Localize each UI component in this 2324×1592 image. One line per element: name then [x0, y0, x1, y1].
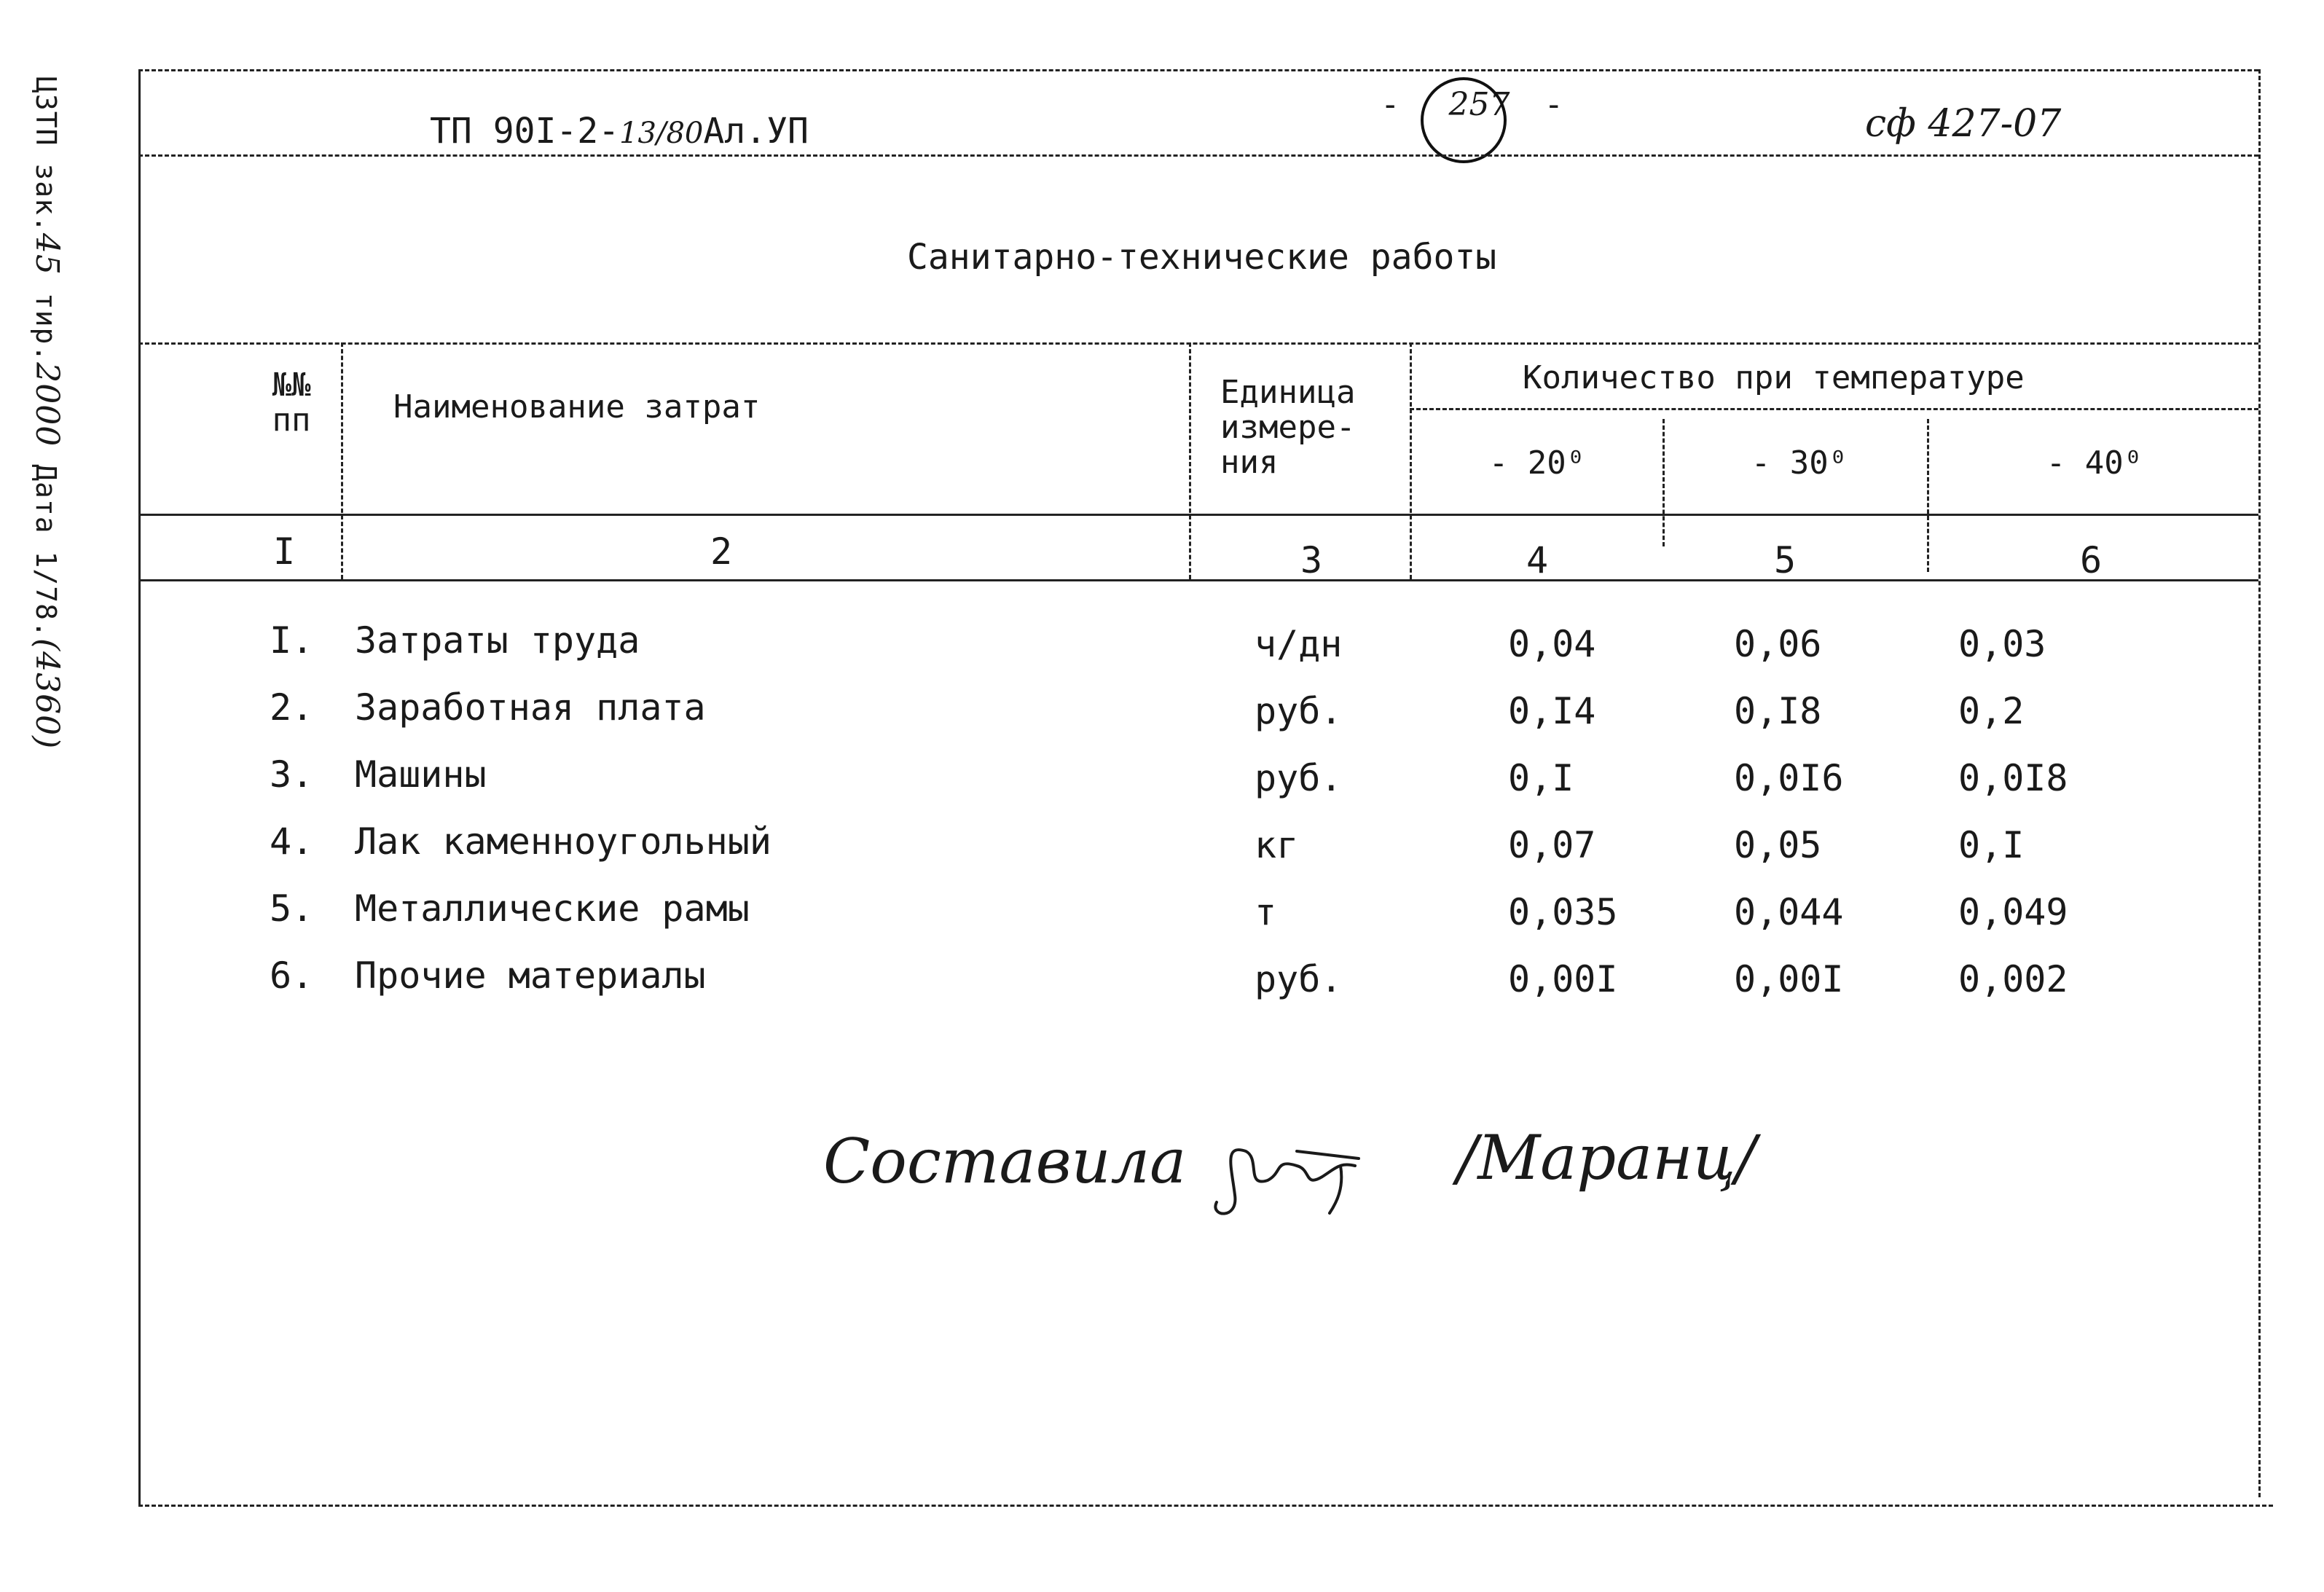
row-value-20: 0,I4: [1508, 690, 1596, 732]
header-temp-40: - 40⁰: [2046, 444, 2143, 482]
signatory-name: /Маранц/: [1457, 1122, 1756, 1193]
header-unit: Единица измере- ния: [1220, 374, 1356, 481]
row-value-20: 0,04: [1508, 623, 1596, 665]
row-unit: руб.: [1255, 958, 1343, 1000]
row-name: Машины: [355, 753, 487, 796]
row-value-40: 0,049: [1958, 891, 2068, 933]
page-number: - 257 -: [1381, 86, 1563, 123]
section-title: Санитарно-технические работы: [907, 237, 1497, 278]
row-number: 3.: [270, 753, 314, 796]
column-number: 6: [2079, 539, 2103, 581]
row-value-20: 0,035: [1508, 891, 1618, 933]
column-number: 3: [1300, 539, 1323, 581]
row-number: 4.: [270, 820, 314, 863]
col-numbers-bottom-line: [138, 579, 2258, 581]
row-number: 5.: [270, 887, 314, 930]
row-value-30: 0,I8: [1734, 690, 1822, 732]
row-name: Прочие материалы: [355, 954, 706, 997]
table-top-line: [138, 342, 2258, 345]
page-number-circle: [1421, 77, 1507, 163]
row-value-20: 0,00I: [1508, 958, 1618, 1000]
row-number: 2.: [270, 686, 314, 729]
row-name: Лак каменноугольный: [355, 820, 772, 863]
row-name: Затраты труда: [355, 619, 640, 662]
row-value-30: 0,06: [1734, 623, 1822, 665]
header-qty-group: Количество при температуре: [1523, 359, 2025, 396]
col-divider-4: [1662, 419, 1665, 546]
frame-left-border: [138, 69, 141, 1505]
row-unit: ч/дн: [1255, 623, 1343, 665]
header-divider: [138, 154, 2258, 157]
row-unit: т: [1255, 891, 1277, 933]
side-stamp: ЦЗТП зак.45 тир.2000 Дата 1/78.(4360): [28, 77, 66, 750]
row-value-30: 0,05: [1734, 824, 1822, 866]
row-value-30: 0,044: [1734, 891, 1844, 933]
frame-bottom-border: [138, 1505, 2273, 1507]
row-number: I.: [270, 619, 314, 662]
row-value-40: 0,002: [1958, 958, 2068, 1000]
row-value-20: 0,07: [1508, 824, 1596, 866]
header-number: №№ пп: [272, 366, 311, 439]
row-unit: руб.: [1255, 690, 1343, 732]
column-number: 5: [1773, 539, 1797, 581]
row-value-40: 0,2: [1958, 690, 2025, 732]
column-number: 4: [1526, 539, 1549, 581]
row-value-30: 0,00I: [1734, 958, 1844, 1000]
col-divider-5: [1927, 419, 1929, 572]
header-temp-20: - 20⁰: [1488, 444, 1586, 482]
row-number: 6.: [270, 954, 314, 997]
header-name: Наименование затрат: [393, 388, 761, 426]
row-value-40: 0,03: [1958, 623, 2046, 665]
row-unit: кг: [1255, 824, 1299, 866]
col-divider-3: [1410, 342, 1412, 579]
reference-code: сф 427-07: [1865, 102, 2062, 146]
document-code: ТП 90I-2-13/80Ал.УП: [430, 111, 809, 152]
row-value-40: 0,0I8: [1958, 757, 2068, 799]
col-divider-2: [1189, 342, 1191, 579]
header-temp-30: - 30⁰: [1751, 444, 1848, 482]
frame-top-border: [138, 69, 2258, 71]
row-value-20: 0,I: [1508, 757, 1574, 799]
signature-label: Составила: [823, 1126, 1187, 1197]
column-number: I: [272, 530, 296, 573]
signature-scribble: [1195, 1122, 1377, 1224]
row-unit: руб.: [1255, 757, 1343, 799]
row-name: Металлические рамы: [355, 887, 750, 930]
row-value-30: 0,0I6: [1734, 757, 1844, 799]
column-number: 2: [710, 530, 733, 573]
row-value-40: 0,I: [1958, 824, 2025, 866]
qty-group-line: [1410, 408, 2258, 410]
row-name: Заработная плата: [355, 686, 706, 729]
header-bottom-line: [138, 514, 2258, 516]
frame-right-border: [2258, 69, 2261, 1497]
